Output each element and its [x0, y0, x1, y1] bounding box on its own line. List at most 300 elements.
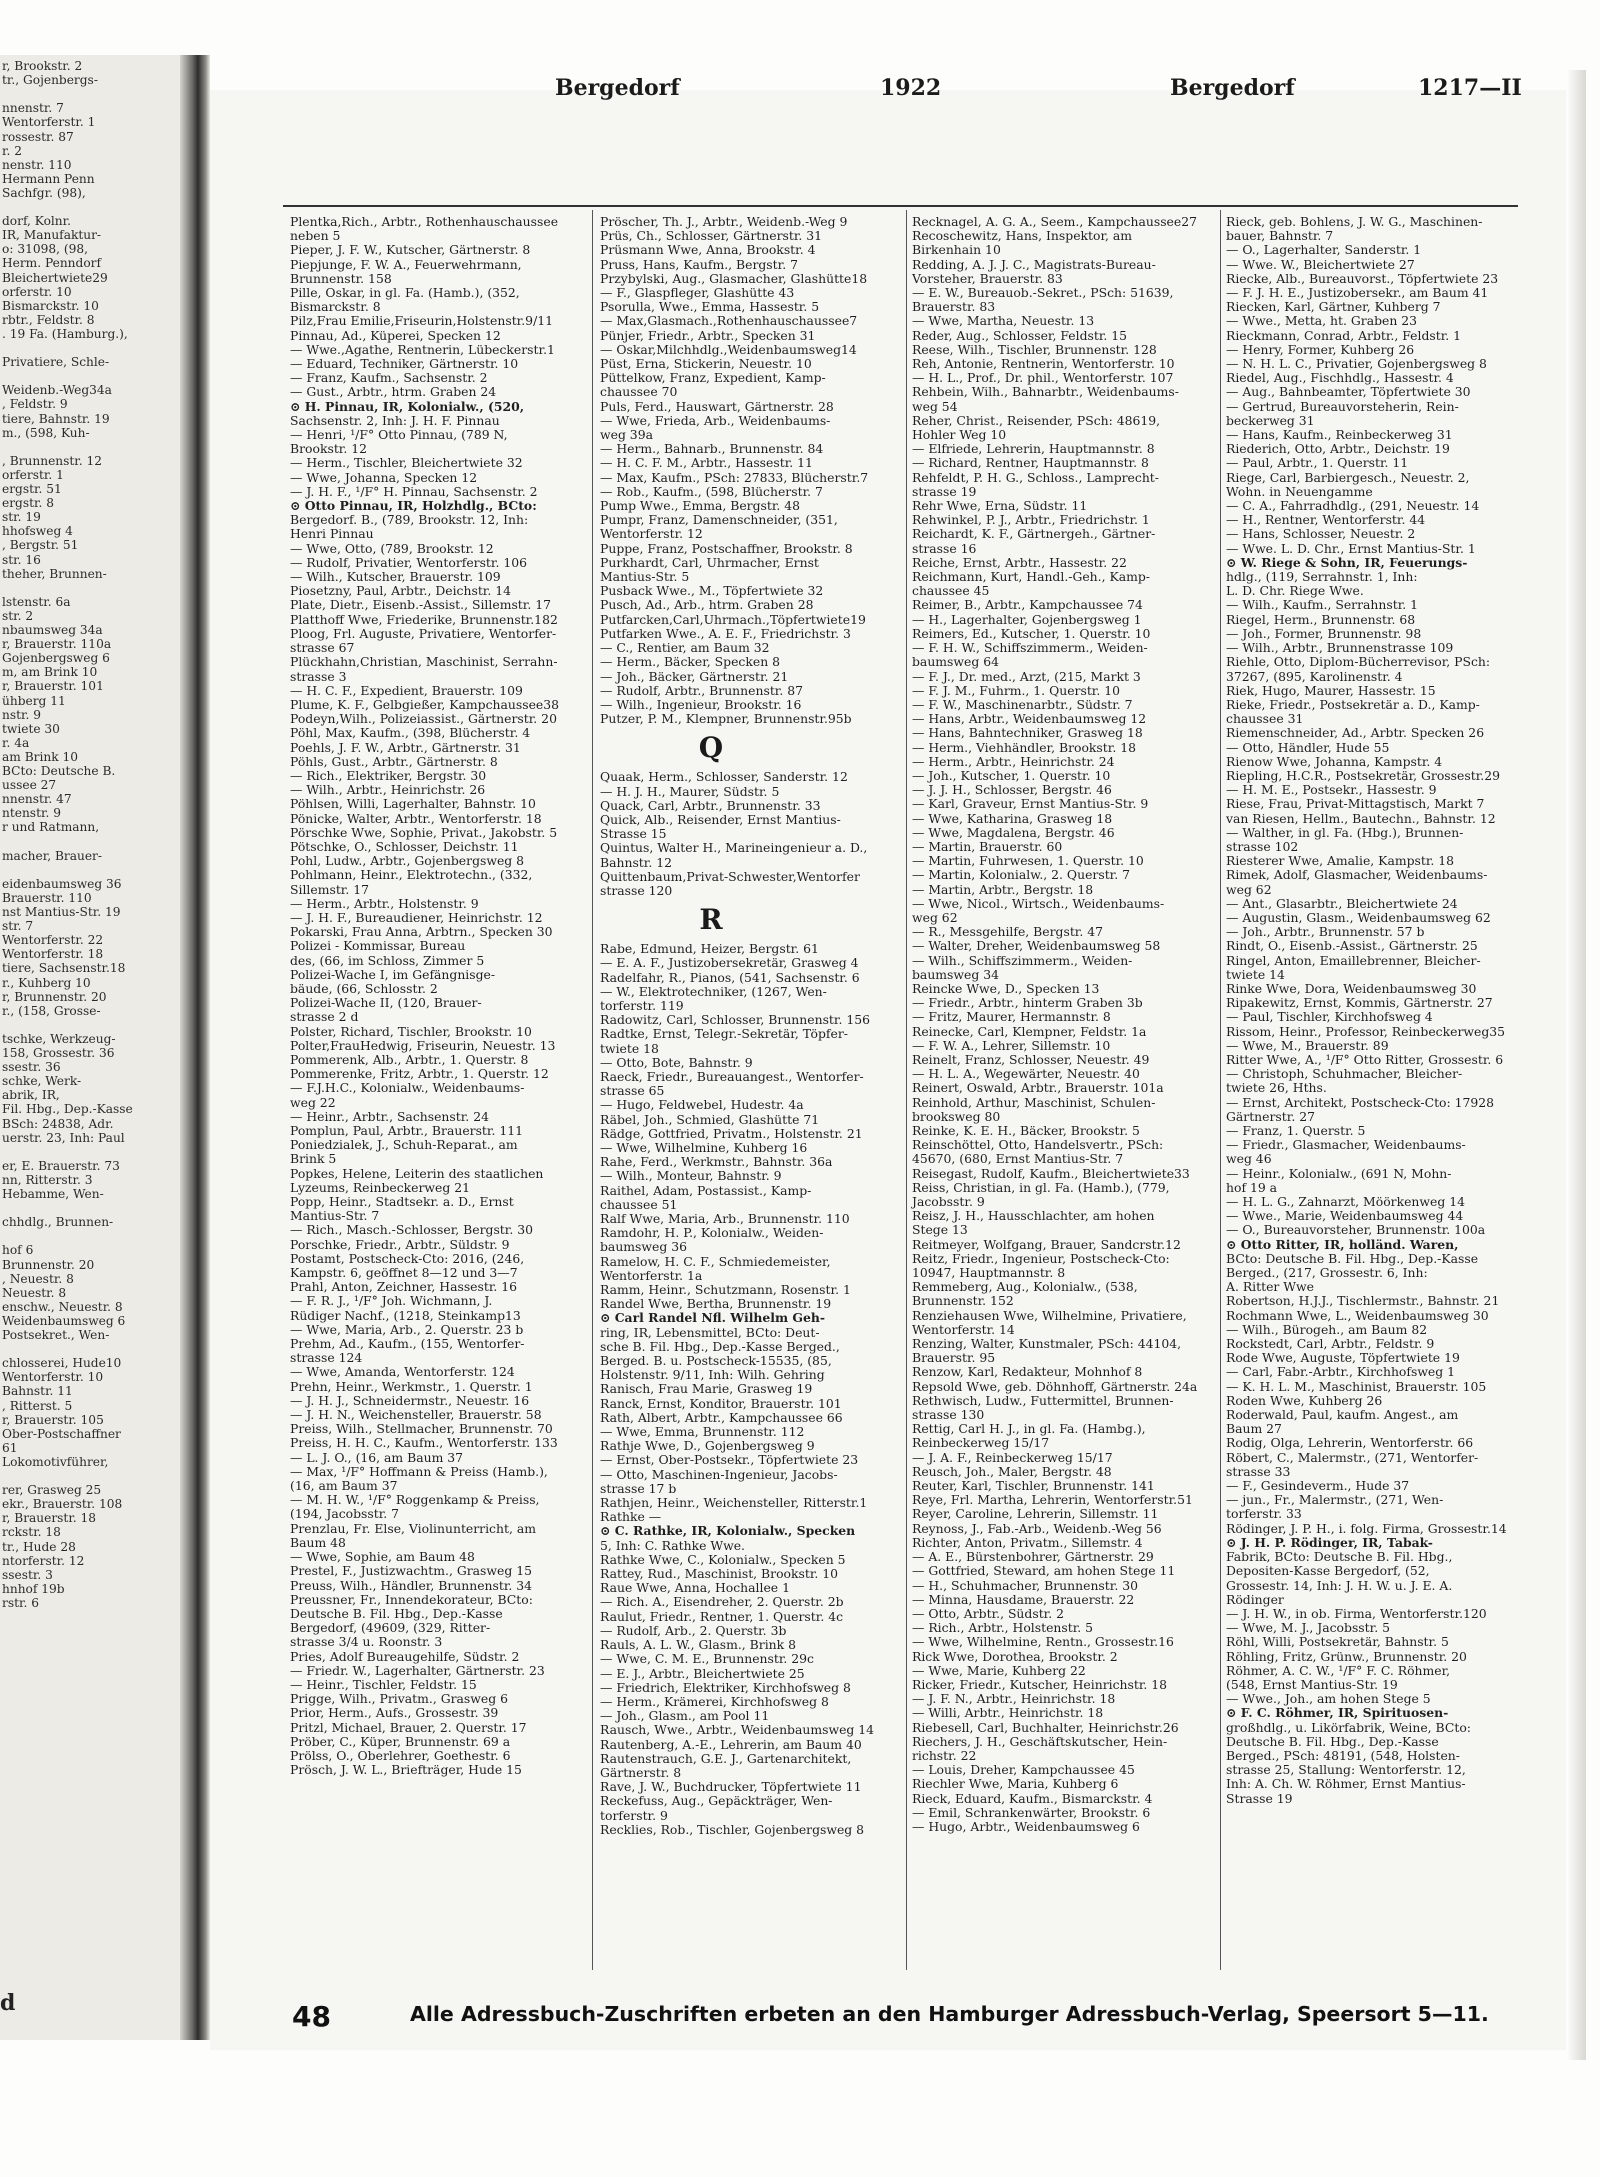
directory-entry: — F. W., Maschinenarbtr., Südstr. 7 [912, 696, 1133, 712]
directory-entry: — Wilh., Ingenieur, Brookstr. 16 [600, 696, 802, 712]
directory-entry: Rauls, A. L. W., Glasm., Brink 8 [600, 1637, 796, 1653]
directory-entry: — Wwe., Joh., am hohen Stege 5 [1226, 1691, 1431, 1707]
left-page-line: rckstr. 18 [2, 1525, 61, 1540]
directory-entry: Plate, Dietr., Eisenb.-Assist., Sillemstr. 17 [290, 597, 551, 613]
directory-entry: Reusch, Joh., Maler, Bergstr. 48 [912, 1463, 1112, 1479]
directory-entry: Pinnau, Ad., Küperei, Specken 12 [290, 327, 501, 343]
directory-entry: Puppe, Franz, Postschaffner, Brookstr. 8 [600, 540, 853, 556]
directory-entry: Deutsche B. Fil. Hbg., Dep.-Kasse [290, 1605, 503, 1621]
directory-entry: Popkes, Helene, Leiterin des staatlichen [290, 1165, 544, 1181]
directory-entry: Prölss, O., Oberlehrer, Goethestr. 6 [290, 1747, 511, 1763]
directory-entry: Deutsche B. Fil. Hbg., Dep.-Kasse [1226, 1733, 1439, 1749]
directory-entry: sche B. Fil. Hbg., Dep.-Kasse Berged., [600, 1338, 840, 1354]
directory-entry: Renzing, Walter, Kunstmaler, PSch: 44104, [912, 1336, 1182, 1352]
directory-entry: Preiss, H. H. C., Kaufm., Wentorferstr. 133 [290, 1435, 558, 1451]
left-page-line: ekr., Brauerstr. 108 [2, 1497, 123, 1512]
directory-entry: — Ant., Glasarbtr., Bleichertwiete 24 [1226, 895, 1458, 911]
directory-entry: Rausch, Wwe., Arbtr., Weidenbaumsweg 14 [600, 1722, 875, 1738]
directory-entry: Reinecke, Carl, Klempner, Feldstr. 1a [912, 1023, 1147, 1039]
directory-entry: — Carl, Fabr.-Arbtr., Kirchhofsweg 1 [1226, 1364, 1456, 1380]
left-page-line: . 19 Fa. (Hamburg.), [2, 326, 128, 341]
directory-entry: Pusback Wwe., M., Töpfertwiete 32 [600, 583, 824, 599]
left-page-fragment [0, 55, 180, 2040]
directory-entry: — Joh., Glasm., am Pool 11 [600, 1708, 770, 1724]
directory-entry: — Rich., Elektriker, Bergstr. 30 [290, 767, 487, 783]
directory-entry: Brunnenstr. 158 [290, 270, 392, 286]
column-rule [1220, 210, 1221, 1970]
directory-entry: Ricker, Friedr., Kutscher, Heinrichstr. 18 [912, 1676, 1168, 1692]
directory-entry: — Max, ¹/F° Hoffmann & Preiss (Hamb.), [290, 1463, 548, 1479]
directory-entry: Riepling, H.C.R., Postsekretär, Grossestr.29 [1226, 767, 1500, 783]
directory-entry: — H. M. E., Postsekr., Hassestr. 9 [1226, 782, 1437, 798]
directory-entry: Pohlmann, Heinr., Elektrotechn., (332, [290, 867, 533, 883]
directory-entry: Reinhold, Arthur, Maschinist, Schulen- [912, 1094, 1156, 1110]
directory-entry: Porschke, Friedr., Arbtr., Süldstr. 9 [290, 1236, 510, 1252]
directory-entry: Prestel, F., Justizwachtm., Grasweg 15 [290, 1563, 532, 1579]
directory-entry: bauer, Bahnstr. 7 [1226, 228, 1334, 244]
directory-entry: Quack, Carl, Arbtr., Brunnenstr. 33 [600, 797, 821, 813]
directory-entry: Rehfeldt, P. H. G., Schloss., Lamprecht- [912, 469, 1159, 485]
left-page-line: Brauerstr. 110 [2, 890, 92, 905]
directory-entry: Sachsenstr. 2, Inh: J. H. F. Pinnau [290, 412, 500, 428]
directory-entry: ring, IR, Lebensmittel, BCto: Deut- [600, 1324, 820, 1340]
directory-entry: — M. H. W., ¹/F° Roggenkamp & Preiss, [290, 1492, 540, 1508]
directory-entry: strasse 130 [912, 1407, 985, 1423]
book-gutter [180, 55, 210, 2040]
section-letter: R [699, 903, 723, 937]
left-page-line: str. 16 [2, 552, 41, 567]
directory-entry: — Ernst, Architekt, Postscheck-Cto: 17928 [1226, 1094, 1495, 1110]
directory-entry: Reinbeckerweg 15/17 [912, 1435, 1050, 1451]
directory-entry: Fabrik, BCto: Deutsche B. Fil. Hbg., [1226, 1549, 1453, 1565]
directory-entry: Reisegast, Rudolf, Kaufm., Bleichertwiete33 [912, 1165, 1190, 1181]
directory-entry: — Otto, Bote, Bahnstr. 9 [600, 1054, 753, 1070]
directory-entry: — Wwe. W., Bleichertwiete 27 [1226, 256, 1415, 272]
directory-entry: torferstr. 9 [600, 1807, 668, 1823]
directory-entry: — J. J. H., Schlosser, Bergstr. 46 [912, 782, 1112, 798]
left-page-line: ssestr. 3 [2, 1567, 53, 1582]
directory-entry: brooksweg 80 [912, 1108, 1001, 1124]
directory-entry: — Louis, Dreher, Kampchaussee 45 [912, 1762, 1135, 1778]
left-page-line: r., Kuhberg 10 [2, 975, 91, 990]
directory-entry: — Herm., Arbtr., Heinrichstr. 24 [912, 753, 1115, 769]
directory-entry: — H., Rentner, Wentorferstr. 44 [1226, 512, 1426, 528]
directory-entry: — Herm., Viehhändler, Brookstr. 18 [912, 739, 1136, 755]
directory-entry: — Herm., Krämerei, Kirchhofsweg 8 [600, 1693, 829, 1709]
directory-entry: Prahl, Anton, Zeichner, Hassestr. 16 [290, 1279, 518, 1295]
directory-entry: Rathke — [600, 1509, 662, 1525]
directory-entry: Pieper, J. F. W., Kutscher, Gärtnerstr. 8 [290, 242, 531, 258]
directory-entry: Rissom, Heinr., Professor, Reinbeckerweg35 [1226, 1023, 1506, 1039]
directory-entry: Jacobsstr. 9 [912, 1194, 985, 1210]
directory-entry: Reichmann, Kurt, Handl.-Geh., Kamp- [912, 569, 1150, 585]
directory-entry: Raue Wwe, Anna, Hochallee 1 [600, 1580, 790, 1596]
directory-entry: — F. J. H. E., Justizobersekr., am Baum 41 [1226, 285, 1489, 301]
left-page-line: Neuestr. 8 [2, 1285, 67, 1300]
directory-entry: — Wwe, Katharina, Grasweg 18 [912, 810, 1113, 826]
directory-entry: — F. H. W., Schiffszimmerm., Weiden- [912, 640, 1148, 656]
left-page-line: r., (158, Grosse- [2, 1003, 101, 1018]
directory-entry: — Christoph, Schuhmacher, Bleicher- [1226, 1066, 1463, 1082]
directory-entry: — Heinr., Tischler, Feldstr. 15 [290, 1676, 477, 1692]
left-page-line: orferstr. 1 [2, 467, 64, 482]
left-page-line: Ober-Postschaffner [2, 1426, 121, 1441]
directory-entry: strasse 3 [290, 668, 347, 684]
directory-entry: — F.J.H.C., Kolonialw., Weidenbaums- [290, 1080, 525, 1096]
directory-entry: — H. C. F., Expedient, Brauerstr. 109 [290, 682, 523, 698]
directory-entry: Randel Wwe, Bertha, Brunnenstr. 19 [600, 1296, 832, 1312]
directory-entry: — Joh., Bäcker, Gärtnerstr. 21 [600, 668, 789, 684]
directory-entry: Quintus, Walter H., Marineingenieur a. D., [600, 840, 868, 856]
directory-entry: Piosetzny, Paul, Arbtr., Deichstr. 14 [290, 583, 512, 599]
directory-entry: — Elfriede, Lehrerin, Hauptmannstr. 8 [912, 441, 1155, 457]
directory-entry: Reinelt, Franz, Schlosser, Neuestr. 49 [912, 1051, 1150, 1067]
directory-entry: Rehwinkel, P. J., Arbtr., Friedrichstr. 1 [912, 512, 1150, 528]
directory-entry: weg 54 [912, 398, 958, 414]
directory-entry: — Wwe, Sophie, am Baum 48 [290, 1549, 475, 1565]
directory-entry: — W., Elektrotechniker, (1267, Wen- [600, 983, 827, 999]
directory-entry: Pünjer, Friedr., Arbtr., Specken 31 [600, 327, 816, 343]
directory-entry: Strasse 15 [600, 826, 667, 842]
left-page-line: r, Brauerstr. 18 [2, 1511, 97, 1526]
directory-entry: Röhling, Fritz, Grünw., Brunnenstr. 20 [1226, 1648, 1467, 1664]
directory-entry: Reimer, B., Arbtr., Kampchaussee 74 [912, 597, 1143, 613]
left-page-line: ühberg 11 [2, 693, 66, 708]
left-page-line: nstr. 9 [2, 707, 41, 722]
directory-entry: Pommerenk, Alb., Arbtr., 1. Querstr. 8 [290, 1051, 529, 1067]
directory-entry: — Hans, Kaufm., Reinbeckerweg 31 [1226, 427, 1453, 443]
directory-entry: Preussner, Fr., Innendekorateur, BCto: [290, 1591, 533, 1607]
directory-entry: Ramm, Heinr., Schutzmann, Rosenstr. 1 [600, 1282, 851, 1298]
directory-entry: — Wwe. L. D. Chr., Ernst Mantius-Str. 1 [1226, 540, 1476, 556]
header-right-title: Bergedorf [1170, 75, 1295, 101]
left-page-line: Privatiere, Schle- [2, 355, 110, 370]
directory-entry: Pöhls, Gust., Arbtr., Gärtnerstr. 8 [290, 753, 498, 769]
directory-entry: — Rudolf, Privatier, Wentorferstr. 106 [290, 554, 528, 570]
left-page-line: enschw., Neuestr. 8 [2, 1299, 123, 1314]
directory-entry: — Herm., Bäcker, Specken 8 [600, 654, 781, 670]
directory-entry: 10947, Hauptmannstr. 8 [912, 1265, 1066, 1281]
directory-entry: Reincke Wwe, D., Specken 13 [912, 980, 1100, 996]
directory-entry: Rimek, Adolf, Glasmacher, Weidenbaums- [1226, 867, 1488, 883]
directory-entry: Reitmeyer, Wolfgang, Brauer, Sandcrstr.12 [912, 1236, 1181, 1252]
left-page-line: nst Mantius-Str. 19 [2, 905, 121, 919]
directory-entry: Wentorferstr. 1a [600, 1267, 703, 1283]
left-page-line: tschke, Werkzeug- [2, 1031, 116, 1046]
directory-entry: strasse 16 [912, 540, 977, 556]
directory-entry: Psorulla, Wwe., Emma, Hassestr. 5 [600, 299, 820, 315]
directory-entry: Rieckmann, Conrad, Arbtr., Feldstr. 1 [1226, 327, 1462, 343]
directory-entry: Polter,FrauHedwig, Friseurin, Neuestr. 13 [290, 1037, 556, 1053]
directory-entry: — H., Lagerhalter, Gojenbergsweg 1 [912, 611, 1142, 627]
directory-entry: — Oskar,Milchhdlg.,Weidenbaumsweg14 [600, 341, 857, 357]
left-page-line: Lokomotivführer, [2, 1454, 109, 1469]
directory-entry: Räbel, Joh., Schmied, Glashütte 71 [600, 1111, 820, 1127]
left-page-line: Wentorferstr. 1 [2, 115, 96, 130]
directory-entry: — E. W., Bureauob.-Sekret., PSch: 51639, [912, 285, 1174, 301]
directory-entry: Quick, Alb., Reisender, Ernst Mantius- [600, 811, 841, 827]
directory-entry: — Wilh., Arbtr., Brunnenstrasse 109 [1226, 640, 1454, 656]
directory-entry: strasse 33 [1226, 1463, 1291, 1479]
left-page-line: Wentorferstr. 18 [2, 947, 104, 962]
directory-entry: Plückhahn,Christian, Maschinist, Serrahn- [290, 654, 558, 670]
directory-entry: Rehbein, Wilh., Bahnarbtr., Weidenbaums- [912, 384, 1179, 400]
directory-entry: Reisz, J. H., Hausschlachter, am hohen [912, 1208, 1155, 1224]
directory-entry: — Rich., Masch.-Schlosser, Bergstr. 30 [290, 1222, 533, 1238]
directory-entry: Grossestr. 14, Inh: J. H. W. u. J. E. A. [1226, 1577, 1453, 1593]
left-page-line: Sachfgr. (98), [2, 185, 86, 200]
directory-entry: — Eduard, Techniker, Gärtnerstr. 10 [290, 356, 519, 372]
directory-entry: Pille, Oskar, in gl. Fa. (Hamb.), (352, [290, 285, 520, 301]
directory-entry: — Gertrud, Bureauvorsteherin, Rein- [1226, 398, 1459, 414]
directory-entry: Bahnstr. 12 [600, 854, 672, 870]
left-page-line: , Brunnenstr. 12 [2, 453, 103, 468]
directory-entry: weg 22 [290, 1094, 336, 1110]
directory-entry: Rinke Wwe, Dora, Weidenbaumsweg 30 [1226, 980, 1477, 996]
directory-entry: — J. H. J., Schneidermstr., Neuestr. 16 [290, 1392, 530, 1408]
directory-entry: Püttelkow, Franz, Expedient, Kamp- [600, 370, 826, 386]
directory-entry: Puls, Ferd., Hauswart, Gärtnerstr. 28 [600, 398, 834, 414]
directory-entry: — Wwe, Marie, Kuhberg 22 [912, 1662, 1086, 1678]
left-page-line: 158, Grossestr. 36 [2, 1046, 115, 1060]
left-page-line: hof 6 [2, 1243, 34, 1258]
directory-entry: Ploog, Frl. Auguste, Privatiere, Wentorfer- [290, 625, 557, 641]
directory-entry: — Herm., Tischler, Bleichertwiete 32 [290, 455, 523, 471]
directory-entry: Reckefuss, Aug., Gepäckträger, Wen- [600, 1793, 833, 1809]
directory-entry: Raulut, Friedr., Rentner, 1. Querstr. 4c [600, 1608, 844, 1624]
section-letter: Q [698, 731, 724, 765]
directory-entry: — Wilh., Monteur, Bahnstr. 9 [600, 1168, 782, 1184]
directory-entry: Reese, Wilh., Tischler, Brunnenstr. 128 [912, 341, 1157, 357]
directory-entry: van Riesen, Hellm., Bautechn., Bahnstr. 12 [1226, 810, 1496, 826]
left-page-line: theher, Brunnen- [2, 566, 107, 581]
directory-entry: ⊙ F. C. Röhmer, IR, Spirituosen- [1226, 1705, 1449, 1721]
directory-entry: 45670, (680, Ernst Mantius-Str. 7 [912, 1151, 1124, 1167]
left-page-line: rbtr., Feldstr. 8 [2, 312, 95, 327]
left-page-line: rer, Grasweg 25 [2, 1483, 102, 1498]
directory-entry: Baum 27 [1226, 1421, 1282, 1437]
left-page-line: r und Ratmann, [2, 820, 100, 835]
left-page-line: str. 19 [2, 510, 41, 525]
directory-entry: — A. E., Bürstenbohrer, Gärtnerstr. 29 [912, 1549, 1154, 1565]
directory-entry: Inh: A. Ch. W. Röhmer, Ernst Mantius- [1226, 1776, 1466, 1792]
left-page-line: r. 2 [2, 143, 22, 158]
directory-entry: Prior, Herm., Aufs., Grossestr. 39 [290, 1705, 499, 1721]
directory-entry: Putfarken Wwe., A. E. F., Friedrichstr. 3 [600, 625, 851, 641]
directory-entry: Riederich, Otto, Arbtr., Deichstr. 19 [1226, 441, 1450, 457]
directory-entry: Rathje Wwe, D., Gojenbergsweg 9 [600, 1438, 815, 1454]
directory-entry: — Ernst, Ober-Postsekr., Töpfertwiete 23 [600, 1452, 859, 1468]
directory-entry: Holstenstr. 9/11, Inh: Wilh. Gehring [600, 1367, 825, 1383]
left-page-line: Bismarckstr. 10 [2, 298, 99, 313]
directory-entry: — H. L., Prof., Dr. phil., Wentorferstr. 107 [912, 370, 1174, 386]
directory-entry: Roden Wwe, Kuhberg 26 [1226, 1392, 1383, 1408]
directory-entry: A. Ritter Wwe [1226, 1279, 1314, 1295]
left-page-line: schke, Werk- [2, 1074, 82, 1089]
directory-entry: Poehls, J. F. W., Arbtr., Gärtnerstr. 31 [290, 739, 521, 755]
directory-entry: Riehle, Otto, Diplom-Bücherrevisor, PSch: [1226, 654, 1491, 670]
directory-entry: twiete 18 [600, 1040, 659, 1056]
directory-entry: Rüdiger Nachf., (1218, Steinkamp13 [290, 1307, 521, 1323]
left-page-line: er, E. Brauerstr. 73 [2, 1158, 120, 1173]
directory-entry: — Rudolf, Arb., 2. Querstr. 3b [600, 1622, 787, 1638]
directory-entry: 37267, (895, Karolinenstr. 4 [1226, 668, 1403, 684]
directory-entry: Reinke, K. E. H., Bäcker, Brookstr. 5 [912, 1123, 1140, 1138]
directory-entry: Postamt, Postscheck-Cto: 2016, (246, [290, 1250, 525, 1266]
directory-entry: Strasse 19 [1226, 1790, 1293, 1806]
directory-entry: — Friedrich, Elektriker, Kirchhofsweg 8 [600, 1679, 851, 1695]
directory-entry: — N. H. L. C., Privatier, Gojenbergsweg 8 [1226, 356, 1487, 372]
directory-entry: strasse 124 [290, 1350, 363, 1366]
directory-entry: Pump Wwe., Emma, Bergstr. 48 [600, 498, 801, 514]
directory-entry: — F. J. M., Fuhrm., 1. Querstr. 10 [912, 682, 1120, 698]
left-page-line: Bahnstr. 11 [2, 1384, 73, 1399]
directory-entry: Riecke, Alb., Bureauvorst., Töpfertwiete 23 [1226, 270, 1499, 286]
directory-entry: Putfarcken,Carl,Uhrmach.,Töpfertwiete19 [600, 611, 866, 627]
directory-entry: Pusch, Ad., Arb., htrm. Graben 28 [600, 597, 814, 613]
left-page-line: Wentorferstr. 22 [2, 933, 104, 948]
directory-entry: (194, Jacobsstr. 7 [290, 1506, 400, 1522]
directory-entry: Polizei-Wache II, (120, Brauer- [290, 995, 482, 1011]
left-page-line: uerstr. 23, Inh: Paul [2, 1130, 125, 1145]
directory-entry: — R., Messgehilfe, Bergstr. 47 [912, 924, 1104, 940]
directory-entry: ⊙ J. H. P. Rödinger, IR, Tabak- [1226, 1534, 1433, 1550]
directory-entry: Rieck, geb. Bohlens, J. W. G., Maschinen- [1226, 214, 1483, 229]
directory-entry: Rethwisch, Ludw., Futtermittel, Brunnen- [912, 1392, 1174, 1408]
directory-entry: Quittenbaum,Privat-Schwester,Wentorfer [600, 868, 860, 884]
directory-entry: Riechers, J. H., Geschäftskutscher, Hein- [912, 1733, 1168, 1749]
directory-entry: Reye, Frl. Martha, Lehrerin, Wentorferstr.51 [912, 1492, 1193, 1508]
directory-entry: — Henry, Former, Kuhberg 26 [1226, 341, 1415, 357]
directory-entry: — Wwe, Amanda, Wentorferstr. 124 [290, 1364, 515, 1380]
directory-entry: Pöhlsen, Willi, Lagerhalter, Bahnstr. 10 [290, 796, 536, 812]
left-page-line: tiere, Bahnstr. 19 [2, 411, 110, 426]
directory-entry: — Friedr., Arbtr., hinterm Graben 3b [912, 995, 1143, 1011]
directory-entry: 5, Inh: C. Rathke Wwe. [600, 1537, 745, 1553]
directory-entry: Plume, K. F., Gelbgießer, Kampchaussee38 [290, 696, 560, 712]
directory-entry: — Otto, Arbtr., Südstr. 2 [912, 1605, 1065, 1621]
directory-entry: Berged. B. u. Postscheck-15535, (85, [600, 1353, 832, 1369]
header-page-ref: 1217—II [1418, 75, 1522, 101]
directory-entry: — Augustin, Glasm., Weidenbaumsweg 62 [1226, 909, 1491, 925]
directory-entry: Poniedzialek, J., Schuh-Reparat., am [290, 1137, 518, 1153]
left-page-line: Bleichertwiete29 [2, 270, 108, 285]
directory-entry: — Wwe, Wilhelmine, Rentn., Grossestr.16 [912, 1634, 1174, 1650]
directory-entry: strasse 67 [290, 640, 355, 656]
directory-entry: — L. J. O., (16, am Baum 37 [290, 1449, 464, 1465]
directory-entry: Przybylski, Aug., Glasmacher, Glashütte18 [600, 270, 868, 286]
directory-entry: beckerweg 31 [1226, 412, 1315, 428]
left-page-line: tr., Gojenbergs- [2, 73, 98, 88]
directory-entry: Ranck, Ernst, Konditor, Brauerstr. 101 [600, 1395, 842, 1411]
directory-entry: Depositen-Kasse Bergedorf, (52, [1226, 1563, 1430, 1579]
directory-entry: ⊙ Carl Randel Nfl. Wilhelm Geh- [600, 1310, 826, 1326]
directory-entry: Ranisch, Frau Marie, Grasweg 19 [600, 1381, 813, 1397]
footer-advertisement: Alle Adressbuch-Zuschriften erbeten an den Hamburger Adressbuch-Verlag, Speersort 5—11. [410, 2002, 1489, 2026]
left-page-line: r, Brauerstr. 105 [2, 1412, 104, 1427]
directory-entry: — Heinr., Arbtr., Sachsenstr. 24 [290, 1108, 489, 1124]
directory-entry: Rave, J. W., Buchdrucker, Töpfertwiete 11 [600, 1779, 862, 1795]
left-page-footer: d [0, 1990, 16, 2016]
directory-entry: Riege, Carl, Barbiergesch., Neuestr. 2, [1226, 469, 1470, 485]
left-page-line: Hebamme, Wen- [2, 1187, 104, 1201]
directory-entry: (16, am Baum 37 [290, 1478, 398, 1494]
directory-entry: Pritzl, Michael, Brauer, 2. Querstr. 17 [290, 1719, 527, 1735]
directory-entry: — Wwe, C. M. E., Brunnenstr. 29c [600, 1651, 814, 1667]
left-page-line: nnenstr. 7 [2, 101, 64, 116]
left-page-line: IR, Manufaktur- [2, 228, 102, 243]
directory-entry: Pröber, C., Küper, Brunnenstr. 69 a [290, 1733, 511, 1749]
left-page-line: twiete 30 [2, 721, 60, 736]
directory-entry: Rienow Wwe, Johanna, Kampstr. 4 [1226, 753, 1443, 769]
left-page-line: ergstr. 8 [2, 496, 54, 511]
directory-entry: — Wwe, Emma, Brunnenstr. 112 [600, 1424, 805, 1440]
directory-entry: chaussee 45 [912, 583, 990, 599]
directory-entry: — Franz, 1. Querstr. 5 [1226, 1123, 1366, 1138]
directory-entry: — Wwe., Marie, Weidenbaumsweg 44 [1226, 1208, 1464, 1224]
directory-entry: — Rich., Arbtr., Holstenstr. 5 [912, 1620, 1094, 1636]
directory-entry: Richter, Anton, Privatm., Sillemstr. 4 [912, 1534, 1143, 1550]
left-page-line: , Feldstr. 9 [2, 397, 68, 412]
directory-entry: Rädge, Gottfried, Privatm., Holstenstr. 21 [600, 1125, 863, 1141]
directory-entry: Pönicke, Walter, Arbtr., Wentorferstr. 18 [290, 810, 542, 826]
directory-entry: Piepjunge, F. W. A., Feuerwehrmann, [290, 256, 522, 272]
directory-entry: Rode Wwe, Auguste, Töpfertwiete 19 [1226, 1350, 1460, 1366]
directory-entry: Brink 5 [290, 1151, 337, 1167]
directory-entry: — Karl, Graveur, Ernst Mantius-Str. 9 [912, 796, 1149, 812]
directory-entry: Preuss, Wilh., Händler, Brunnenstr. 34 [290, 1577, 533, 1593]
directory-column-4 [1226, 214, 1507, 1806]
directory-entry: Rautenberg, A.-E., Lehrerin, am Baum 40 [600, 1736, 862, 1752]
directory-entry: Redding, A. J. J. C., Magistrats-Bureau- [912, 256, 1156, 272]
directory-entry: — Wwe, Otto, (789, Brookstr. 12 [290, 540, 494, 556]
directory-entry: Pötschke, O., Schlosser, Deichstr. 11 [290, 838, 519, 854]
left-page-line: 61 [2, 1440, 18, 1455]
directory-entry: Rehr Wwe, Erna, Südstr. 11 [912, 498, 1088, 514]
directory-entry: — F., Gesindeverm., Hude 37 [1226, 1478, 1410, 1494]
directory-entry: Platthoff Wwe, Friederike, Brunnenstr.182 [290, 611, 558, 627]
directory-entry: Recknagel, A. G. A., Seem., Kampchaussee27 [912, 214, 1197, 229]
directory-entry: Gärtnerstr. 8 [600, 1764, 682, 1780]
directory-entry: — H., Schuhmacher, Brunnenstr. 30 [912, 1577, 1138, 1593]
directory-entry: — H. C. F. M., Arbtr., Hassestr. 11 [600, 455, 813, 471]
directory-entry: ⊙ W. Riege & Sohn, IR, Feuerungs- [1226, 554, 1468, 570]
directory-entry: Prenzlau, Fr. Else, Violinunterricht, am [290, 1520, 536, 1536]
directory-column-2 [600, 214, 875, 1837]
directory-entry: Pöhl, Max, Kaufm., (398, Blücherstr. 4 [290, 725, 531, 741]
directory-entry: Reuter, Karl, Tischler, Brunnenstr. 141 [912, 1478, 1155, 1494]
directory-entry: Rieck, Eduard, Kaufm., Bismarckstr. 4 [912, 1790, 1153, 1806]
directory-entry: torferstr. 119 [600, 997, 684, 1013]
directory-entry: — Martin, Kolonialw., 2. Querstr. 7 [912, 867, 1130, 883]
directory-entry: strasse 17 b [600, 1480, 677, 1496]
directory-entry: — Aug., Bahnbeamter, Töpfertwiete 30 [1226, 384, 1471, 400]
directory-entry: Reiss, Christian, in gl. Fa. (Hamb.), (779, [912, 1179, 1170, 1195]
left-page-line: ssestr. 36 [2, 1060, 61, 1075]
directory-entry: — Wilh., Schiffszimmerm., Weiden- [912, 952, 1133, 968]
left-page-line: ussee 27 [2, 778, 57, 793]
directory-entry: Berged., PSch: 48191, (548, Holsten- [1226, 1747, 1460, 1763]
directory-entry: Pohl, Ludw., Arbtr., Gojenbergsweg 8 [290, 853, 525, 869]
directory-entry: Röbert, C., Malermstr., (271, Wentorfer- [1226, 1449, 1479, 1465]
directory-entry: — Gottfried, Steward, am hohen Stege 11 [912, 1563, 1176, 1579]
directory-entry: Recoschewitz, Hans, Inspektor, am [912, 228, 1133, 244]
directory-entry: — Richard, Rentner, Hauptmannstr. 8 [912, 455, 1149, 471]
directory-entry: Rabe, Edmund, Heizer, Bergstr. 61 [600, 941, 819, 957]
directory-entry: Rick Wwe, Dorothea, Brookstr. 2 [912, 1648, 1118, 1664]
directory-entry: Bergedorf, (49609, (329, Ritter- [290, 1620, 491, 1636]
left-page-line: tr., Hude 28 [2, 1539, 76, 1554]
